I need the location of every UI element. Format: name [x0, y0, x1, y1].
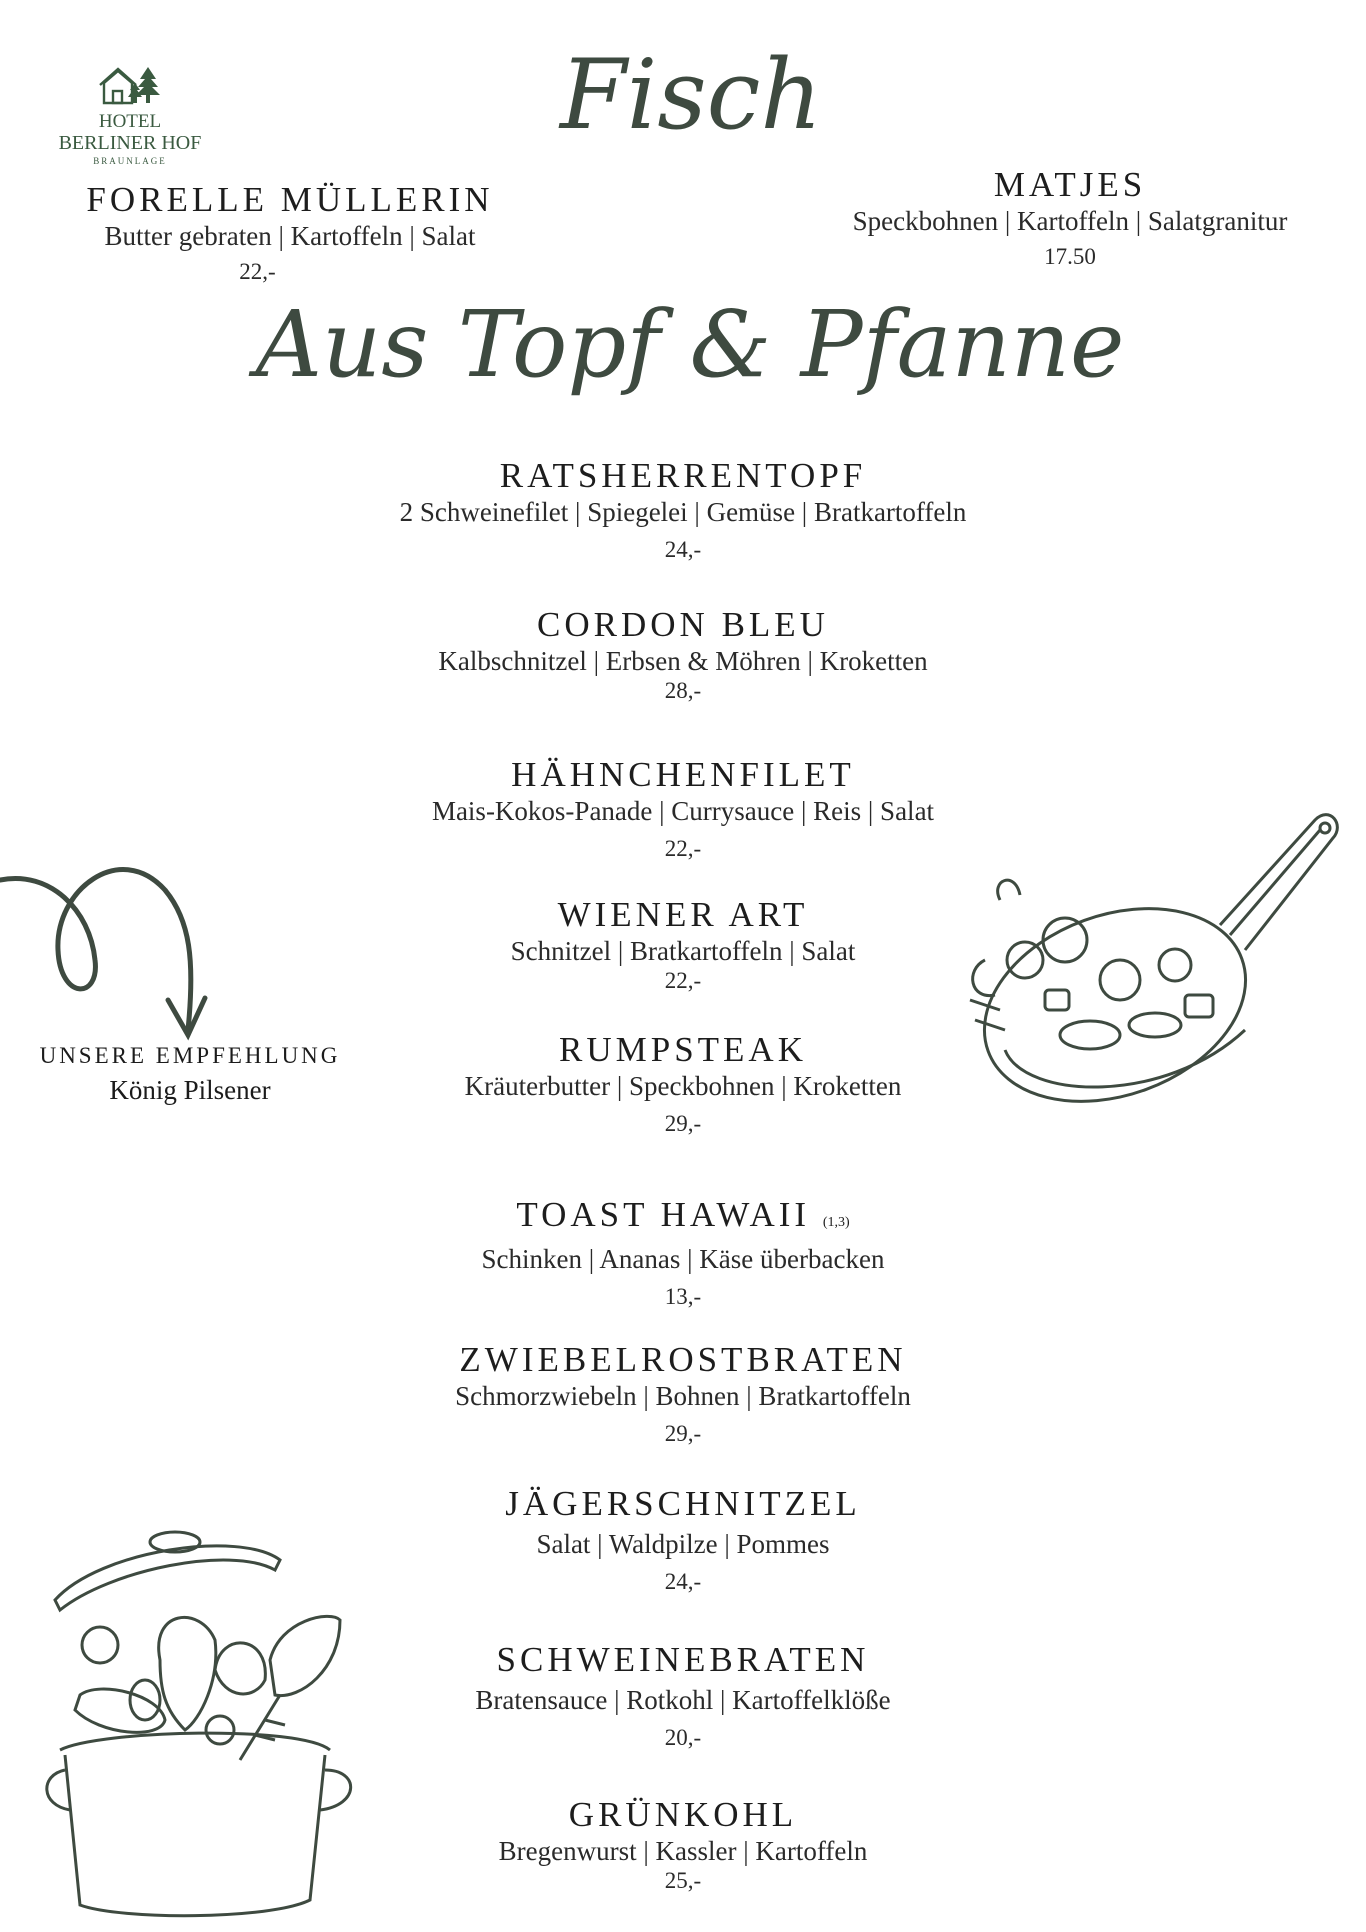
cooking-pot-icon [40, 1520, 400, 1920]
menu-item-gruenkohl [283, 1795, 1083, 1895]
hotel-logo-icon [50, 55, 210, 105]
menu-item-zwiebelrostbraten [283, 1340, 1083, 1448]
section-heading-topf-pfanne: Aus Topf & Pfanne [255, 291, 1125, 398]
menu-item-jaegerschnitzel [283, 1484, 1083, 1596]
menu-item-matjes [800, 165, 1340, 271]
dish-description: Bratensauce | Rotkohl | Kartoffelklöße [475, 1685, 891, 1715]
dish-price: 28,- [664, 678, 702, 703]
curved-arrow-icon [0, 850, 230, 1050]
dish-name: TOAST HAWAII [516, 1195, 811, 1234]
dish-description: Schinken | Ananas | Käse überbacken [481, 1244, 885, 1274]
recommendation [30, 1042, 350, 1106]
dish-description: Bregenwurst | Kassler | Kartoffeln [498, 1836, 868, 1866]
dish-name: RATSHERRENTOPF [499, 456, 867, 495]
frying-pan-icon [945, 800, 1345, 1110]
dish-name: CORDON BLEU [537, 605, 829, 644]
dish-price: 17.50 [1044, 244, 1096, 269]
dish-description: Salat | Waldpilze | Pommes [536, 1529, 830, 1559]
dish-price: 29,- [664, 1421, 702, 1446]
dish-price: 29,- [664, 1111, 702, 1136]
dish-description: Mais-Kokos-Panade | Currysauce | Reis | Salat [431, 796, 935, 826]
dish-description: Speckbohnen | Kartoffeln | Salatgranitur [852, 206, 1288, 236]
dish-description: Kräuterbutter | Speckbohnen | Kroketten [464, 1071, 902, 1101]
dish-name: SCHWEINEBRATEN [496, 1640, 870, 1679]
recommendation-label: UNSERE EMPFEHLUNG [39, 1043, 341, 1068]
dish-price: 22,- [664, 836, 702, 861]
dish-price: 22,- [664, 968, 702, 993]
dish-name: ZWIEBELROSTBRATEN [459, 1340, 907, 1379]
dish-name: HÄHNCHENFILET [511, 755, 855, 794]
menu-item-toast-hawaii [283, 1195, 1083, 1311]
recommendation-value: König Pilsener [109, 1075, 271, 1105]
dish-price: 20,- [664, 1725, 702, 1750]
dish-name: MATJES [993, 165, 1147, 204]
dish-name: WIENER ART [557, 895, 809, 934]
allergen-note: (1,3) [822, 1215, 850, 1230]
dish-price: 24,- [664, 537, 702, 562]
dish-description: Kalbschnitzel | Erbsen & Möhren | Kroketten [438, 646, 928, 676]
dish-price: 22,- [239, 259, 276, 284]
dish-price: 24,- [664, 1569, 702, 1594]
dish-name-row [283, 1195, 1083, 1243]
dish-price: 25,- [664, 1868, 702, 1893]
dish-name: RUMPSTEAK [559, 1030, 807, 1069]
dish-name: FORELLE MÜLLERIN [86, 180, 494, 219]
dish-name: GRÜNKOHL [568, 1795, 798, 1834]
menu-item-forelle [40, 180, 540, 286]
logo-line-place: BRAUNLAGE [93, 156, 167, 166]
dish-name: JÄGERSCHNITZEL [505, 1484, 861, 1523]
section-heading-fisch: Fisch [560, 39, 823, 151]
dish-description: Schmorzwiebeln | Bohnen | Bratkartoffeln [455, 1381, 911, 1411]
dish-description: Butter gebraten | Kartoffeln | Salat [104, 221, 476, 251]
menu-item-cordon-bleu [283, 605, 1083, 705]
hotel-logo [50, 55, 210, 170]
logo-line-hotel: HOTEL [98, 111, 162, 132]
menu-item-ratsherrentopf [283, 456, 1083, 564]
dish-price: 13,- [664, 1284, 702, 1309]
dish-description: Schnitzel | Bratkartoffeln | Salat [510, 936, 856, 966]
logo-line-name: BERLINER HOF [58, 132, 202, 154]
dish-description: 2 Schweinefilet | Spiegelei | Gemüse | Bratkartoffeln [399, 497, 967, 527]
menu-item-schweinebraten [283, 1640, 1083, 1752]
